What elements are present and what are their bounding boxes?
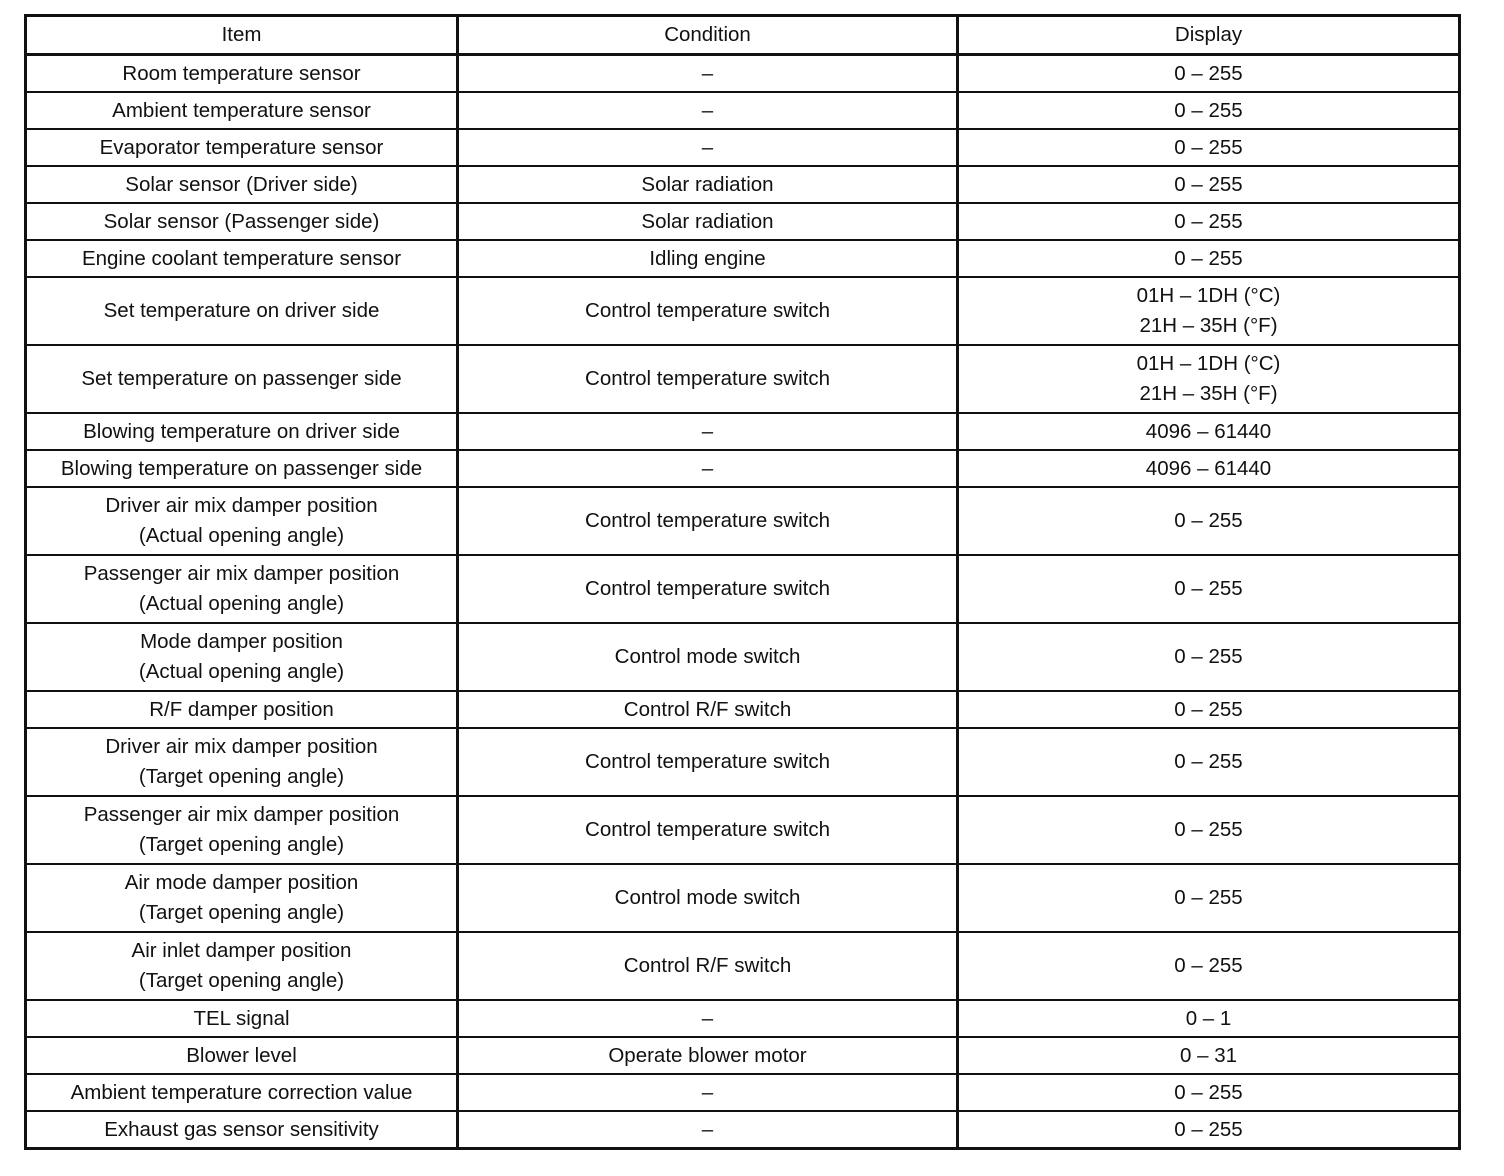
condition-cell	[458, 728, 958, 796]
display-cell	[958, 623, 1460, 691]
display-cell-text: 01H – 1DH (°C)	[1136, 284, 1281, 307]
condition-cell	[458, 203, 958, 240]
condition-cell-text: Idling engine	[649, 246, 766, 270]
item-cell	[26, 166, 458, 203]
display-cell-text: 0 – 255	[1174, 886, 1243, 909]
display-cell	[958, 92, 1460, 129]
item-cell-text: (Target opening angle)	[138, 765, 345, 788]
item-cell	[26, 691, 458, 728]
display-cell-text: 0 – 255	[1174, 818, 1243, 841]
condition-cell-text: Control temperature switch	[585, 299, 830, 322]
item-cell-text: Passenger air mix damper position	[83, 562, 400, 585]
table-row	[26, 1111, 1460, 1149]
item-cell	[26, 728, 458, 796]
display-cell	[958, 691, 1460, 728]
display-cell-text: 0 – 255	[1174, 172, 1243, 196]
item-cell-text: Ambient temperature sensor	[112, 98, 371, 122]
condition-cell-text: –	[701, 419, 714, 443]
condition-cell	[458, 487, 958, 555]
table-row	[26, 55, 1460, 93]
display-cell	[958, 1074, 1460, 1111]
display-cell-text: 0 – 255	[1174, 645, 1243, 668]
display-cell	[958, 203, 1460, 240]
condition-cell	[458, 240, 958, 277]
condition-cell-text: –	[701, 1006, 714, 1030]
display-cell-text: 0 – 255	[1174, 209, 1243, 233]
item-cell-text: Passenger air mix damper position	[83, 803, 400, 826]
display-cell	[958, 864, 1460, 932]
display-cell	[958, 1111, 1460, 1149]
table-row	[26, 487, 1460, 555]
item-cell	[26, 1074, 458, 1111]
display-cell-text: 0 – 31	[1180, 1043, 1237, 1067]
table-row	[26, 203, 1460, 240]
display-cell	[958, 1037, 1460, 1074]
table-row	[26, 92, 1460, 129]
item-cell-text: (Actual opening angle)	[138, 660, 345, 683]
item-cell-text: TEL signal	[193, 1006, 290, 1030]
item-cell	[26, 240, 458, 277]
display-cell	[958, 129, 1460, 166]
condition-cell-text: Control temperature switch	[585, 750, 830, 773]
item-cell	[26, 92, 458, 129]
data-monitor-table	[24, 14, 1461, 1150]
item-cell	[26, 277, 458, 345]
table-row	[26, 623, 1460, 691]
item-cell	[26, 55, 458, 93]
condition-cell	[458, 92, 958, 129]
spec-sheet	[24, 14, 1458, 1150]
condition-cell-text: Control temperature switch	[585, 367, 830, 390]
item-cell	[26, 450, 458, 487]
condition-cell	[458, 864, 958, 932]
condition-cell	[458, 450, 958, 487]
condition-cell-text: Control mode switch	[614, 645, 801, 668]
item-cell-text: Mode damper position	[140, 630, 343, 653]
table-row	[26, 796, 1460, 864]
condition-cell-text: –	[701, 98, 714, 122]
item-cell-text: Solar sensor (Driver side)	[125, 172, 358, 196]
display-cell	[958, 240, 1460, 277]
condition-cell	[458, 413, 958, 450]
display-cell	[958, 1000, 1460, 1037]
display-cell-text: 0 – 255	[1174, 246, 1243, 270]
condition-cell	[458, 277, 958, 345]
item-cell	[26, 129, 458, 166]
display-cell-text: 0 – 255	[1174, 1080, 1243, 1104]
display-cell	[958, 166, 1460, 203]
condition-cell-text: Solar radiation	[641, 172, 774, 196]
table-row	[26, 277, 1460, 345]
table-row	[26, 555, 1460, 623]
item-cell-text: Solar sensor (Passenger side)	[103, 209, 380, 233]
item-cell-text: Driver air mix damper position	[105, 735, 378, 758]
condition-cell-text: –	[701, 1117, 714, 1141]
condition-cell-text: Control mode switch	[614, 886, 801, 909]
display-cell	[958, 555, 1460, 623]
display-cell-text: 4096 – 61440	[1145, 419, 1272, 443]
item-cell	[26, 796, 458, 864]
item-cell-text: Air mode damper position	[124, 871, 359, 894]
item-cell-text: Engine coolant temperature sensor	[81, 246, 402, 270]
display-cell-text: 0 – 255	[1174, 1117, 1243, 1141]
condition-cell	[458, 796, 958, 864]
item-cell-text: Ambient temperature correction value	[70, 1080, 413, 1104]
display-cell-text: 21H – 35H (°F)	[1139, 314, 1278, 337]
display-cell-text: 0 – 255	[1174, 750, 1243, 773]
condition-cell	[458, 1000, 958, 1037]
condition-cell	[458, 1037, 958, 1074]
display-cell	[958, 932, 1460, 1000]
display-cell-text: 4096 – 61440	[1145, 456, 1272, 480]
condition-cell-text: Solar radiation	[641, 209, 774, 233]
column-header-item: Item	[26, 16, 458, 55]
item-cell-text: Room temperature sensor	[122, 61, 361, 85]
item-cell	[26, 555, 458, 623]
condition-cell-text: Control R/F switch	[623, 697, 792, 721]
item-cell-text: Driver air mix damper position	[105, 494, 378, 517]
table-row	[26, 1000, 1460, 1037]
table-row	[26, 691, 1460, 728]
display-cell	[958, 487, 1460, 555]
display-cell-text: 01H – 1DH (°C)	[1136, 352, 1281, 375]
condition-cell-text: Operate blower motor	[608, 1043, 807, 1067]
table-row	[26, 1074, 1460, 1111]
item-cell-text: Set temperature on driver side	[103, 299, 380, 322]
column-header-condition: Condition	[458, 16, 958, 55]
display-cell-text: 0 – 255	[1174, 954, 1243, 977]
display-cell-text: 0 – 1	[1185, 1006, 1232, 1030]
item-cell-text: Exhaust gas sensor sensitivity	[104, 1117, 379, 1141]
condition-cell	[458, 345, 958, 413]
table-row	[26, 240, 1460, 277]
item-cell-text: Air inlet damper position	[131, 939, 352, 962]
condition-cell-text: –	[701, 1080, 714, 1104]
condition-cell	[458, 1074, 958, 1111]
item-cell	[26, 932, 458, 1000]
condition-cell-text: –	[701, 135, 714, 159]
table-row	[26, 932, 1460, 1000]
condition-cell-text: Control temperature switch	[585, 818, 830, 841]
item-cell-text: Blowing temperature on passenger side	[60, 456, 423, 480]
condition-cell	[458, 623, 958, 691]
table-row	[26, 728, 1460, 796]
display-cell	[958, 728, 1460, 796]
table-body	[26, 55, 1460, 1149]
display-cell	[958, 450, 1460, 487]
table-row	[26, 864, 1460, 932]
item-cell	[26, 1111, 458, 1149]
table-header-row	[26, 16, 1460, 55]
table-row	[26, 450, 1460, 487]
item-cell-text: Blower level	[186, 1043, 297, 1067]
display-cell	[958, 796, 1460, 864]
condition-cell-text: –	[701, 61, 714, 85]
display-cell	[958, 345, 1460, 413]
display-cell	[958, 277, 1460, 345]
item-cell	[26, 487, 458, 555]
display-cell-text: 0 – 255	[1174, 61, 1243, 85]
display-cell-text: 0 – 255	[1174, 577, 1243, 600]
item-cell-text: (Target opening angle)	[138, 901, 345, 924]
condition-cell-text: Control R/F switch	[623, 954, 792, 977]
item-cell	[26, 1000, 458, 1037]
condition-cell-text: Control temperature switch	[585, 577, 830, 600]
table-row	[26, 166, 1460, 203]
item-cell	[26, 623, 458, 691]
item-cell	[26, 203, 458, 240]
display-cell-text: 0 – 255	[1174, 697, 1243, 721]
item-cell	[26, 413, 458, 450]
item-cell-text: (Target opening angle)	[138, 833, 345, 856]
item-cell-text: Set temperature on passenger side	[81, 367, 402, 390]
table-row	[26, 1037, 1460, 1074]
display-cell-text: 21H – 35H (°F)	[1139, 382, 1278, 405]
display-cell-text: 0 – 255	[1174, 135, 1243, 159]
condition-cell-text: Control temperature switch	[585, 509, 830, 532]
item-cell-text: R/F damper position	[149, 697, 334, 721]
item-cell-text: Evaporator temperature sensor	[99, 135, 384, 159]
table-row	[26, 413, 1460, 450]
item-cell-text: (Actual opening angle)	[138, 592, 345, 615]
condition-cell	[458, 555, 958, 623]
condition-cell	[458, 691, 958, 728]
display-cell-text: 0 – 255	[1174, 509, 1243, 532]
item-cell	[26, 864, 458, 932]
item-cell-text: Blowing temperature on driver side	[83, 419, 400, 443]
condition-cell	[458, 129, 958, 166]
display-cell	[958, 55, 1460, 93]
display-cell	[958, 413, 1460, 450]
table-row	[26, 129, 1460, 166]
item-cell	[26, 1037, 458, 1074]
item-cell-text: (Actual opening angle)	[138, 524, 345, 547]
column-header-display: Display	[958, 16, 1460, 55]
item-cell	[26, 345, 458, 413]
condition-cell-text: –	[701, 456, 714, 480]
condition-cell	[458, 166, 958, 203]
condition-cell	[458, 55, 958, 93]
condition-cell	[458, 1111, 958, 1149]
item-cell-text: (Target opening angle)	[138, 969, 345, 992]
display-cell-text: 0 – 255	[1174, 98, 1243, 122]
condition-cell	[458, 932, 958, 1000]
table-row	[26, 345, 1460, 413]
